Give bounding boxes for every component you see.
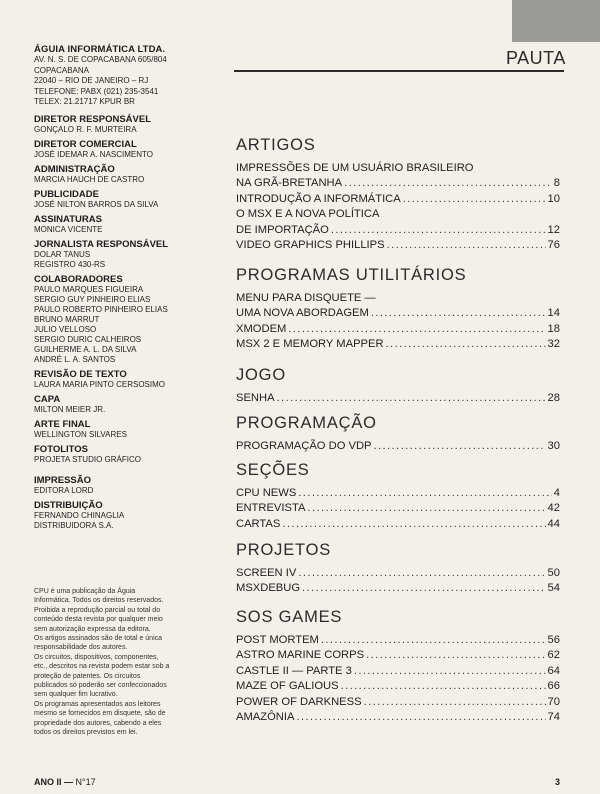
masthead [34,44,184,531]
category-heading: PROGRAMAS UTILITÁRIOS [236,266,467,284]
publisher-address: AV. N. S. DE COPACABANA 605/804 COPACABANA 22040 – RIO DE JANEIRO – RJ TELEFONE: PABX (021) 235-3541 TELEX: 21.21717 KPUR BR [34,55,167,106]
entry-page: 8 [553,177,560,190]
entry-page: 28 [547,392,560,404]
toc-entry [236,239,560,252]
staff-role: DISTRIBUIÇÃO [34,499,103,511]
staff-name: MARCIA HAUCH DE CASTRO [34,174,145,184]
staff-name: DISTRIBUIDORA S.A. [34,520,114,530]
staff-name: MILTON MEIER JR. [34,404,106,414]
toc-entry [236,307,560,320]
entry-page: 76 [547,239,560,251]
staff-section [34,139,184,160]
toc-entry [236,711,560,724]
entry-title: CPU NEWS [236,487,297,499]
entry-page: 30 [547,440,560,452]
staff-role: ARTE FINAL [34,418,91,430]
entry-page: 64 [547,664,560,677]
toc-entry [236,696,560,709]
staff-name: GONÇALO R. F. MURTEIRA [34,124,137,134]
staff-role: ASSINATURAS [34,213,102,225]
leader-dots [386,338,546,351]
staff-name: PAULO MARQUES FIGUEIRA [34,284,144,294]
leader-dots [288,323,545,336]
entry-title: UMA NOVA ABORDAGEM [236,307,369,320]
entry-title: PROGRAMAÇÃO DO VDP [236,440,372,452]
entry-page: 12 [547,223,560,236]
entry-title: CASTLE II — PARTE 3 [236,664,352,677]
toc-entry [236,224,560,237]
entry-title-line: O MSX E A NOVA POLÍTICA [236,208,380,221]
staff-role: REVISÃO DE TEXTO [34,368,127,380]
toc-entry [236,392,560,405]
staff-name: JOSÉ NILTON BARROS DA SILVA [34,199,159,209]
entry-title: MSX 2 E MEMORY MAPPER [236,338,384,351]
staff-section [34,394,184,415]
entry-page: 44 [547,517,560,530]
copyright-line: etc., descritos na revista podem estar sob a [34,663,170,671]
leader-dots [341,680,546,693]
entry-title-line: IMPRESSÕES DE UM USUÁRIO BRASILEIRO [236,162,474,174]
leader-dots [298,487,551,500]
leader-dots [374,440,546,453]
category-heading: SOS GAMES [236,608,343,626]
leader-dots [371,307,546,320]
leader-dots [296,711,545,724]
staff-name: ANDRÉ L. A. SANTOS [34,354,116,364]
toc-entry [236,680,560,693]
staff-name: REGISTRO 430-RS [34,259,106,269]
staff-section [34,239,184,270]
toc-entry [236,634,560,647]
staff-role: CAPA [34,393,61,405]
staff-role: FOTOLITOS [34,443,89,455]
leader-dots [282,518,545,531]
staff-role: DIRETOR RESPONSÁVEL [34,113,152,125]
staff-name: PAULO ROBERTO PINHEIRO ELIAS [34,304,168,314]
leader-dots [366,649,545,662]
copyright-line: Os programas apresentados aos leitores [34,700,161,708]
staff-role: DIRETOR COMERCIAL [34,138,137,150]
copyright-notice [34,587,184,738]
staff-role: ADMINISTRAÇÃO [34,163,115,175]
category-heading: PROJETOS [236,541,332,559]
entry-page: 14 [547,307,560,320]
publisher-name: ÁGUIA INFORMÁTICA LTDA. [34,44,166,55]
category-heading: PROGRAMAÇÃO [236,414,377,432]
corner-tab [512,0,600,42]
staff-name: GUILHERME A. L. DA SILVA [34,344,137,354]
leader-dots [344,177,552,190]
leader-dots [321,634,546,647]
entry-title: SCREEN IV [236,567,297,579]
staff-name: EDITORA LORD [34,485,94,495]
toc-entry [236,502,560,515]
staff-section [34,419,184,440]
toc-entry [236,567,560,580]
heading-rule [234,70,564,72]
staff-name: SERGIO GUY PINHEIRO ELIAS [34,294,151,304]
toc-entry [236,338,560,351]
copyright-line: sem autorização expressa da editora. [34,625,151,633]
staff-list [34,114,184,531]
entry-page: 66 [547,680,560,693]
leader-dots [307,502,545,515]
staff-name: FERNANDO CHINAGLIA [34,510,125,520]
staff-name: JOSÉ IDEMAR A. NASCIMENTO [34,149,153,159]
copyright-line: Os artigos assinados são de total e única [34,635,163,643]
copyright-line: CPU é uma publicação da Águia [34,588,136,595]
staff-name: MONICA VICENTE [34,224,103,234]
staff-role: COLABORADORES [34,273,123,285]
entry-title: CARTAS [236,517,281,530]
copyright-line: publicados só poderão ser confeccionados [34,682,167,690]
staff-section [34,114,184,135]
entry-title: AMAZÔNIA [236,711,295,723]
leader-dots [298,567,545,580]
staff-name: JULIO VELLOSO [34,324,97,334]
entry-page: 56 [547,634,560,646]
staff-name: BRUNO MARRUT [34,314,100,324]
entry-page: 42 [547,502,560,515]
staff-section [34,500,184,531]
copyright-line: todos os direitos previstos em lei. [34,729,138,737]
entry-page: 4 [553,487,560,499]
toc-entry [236,665,560,678]
copyright-line: Proibida a reprodução parcial ou total do [34,606,161,614]
entry-page: 62 [547,649,560,662]
toc-entry [236,487,560,500]
staff-section [34,189,184,210]
entry-title: ENTREVISTA [236,502,306,515]
toc-entry [236,582,560,595]
copyright-line: Os circuitos, dispositivos, componentes, [34,653,159,661]
staff-name: WELLINGTON SILVARES [34,429,127,439]
entry-title: MSXDEBUG [236,582,301,595]
staff-section [34,274,184,365]
leader-dots [331,224,546,237]
entry-title: XMODEM [236,322,287,335]
staff-role: IMPRESSÃO [34,474,92,486]
contents-heading: PAUTA [506,48,566,68]
entry-title-line: MENU PARA DISQUETE — [236,292,376,304]
toc-entry [236,440,560,453]
copyright-line: Informática. Todos os direitos reservados. [34,597,164,605]
entry-page: 10 [547,192,560,205]
toc-entry [236,193,560,206]
staff-name: LAURA MARIA PINTO CERSOSIMO [34,379,165,389]
leader-dots [354,665,546,678]
entry-page: 18 [547,322,560,335]
staff-name: DOLAR TANUS [34,249,91,259]
page-number: 3 [555,777,561,787]
staff-section [34,164,184,185]
staff-name: PROJETA STUDIO GRÁFICO [34,454,141,464]
entry-page: 50 [547,567,560,579]
leader-dots [403,193,546,206]
copyright-line: proteção de patentes. Os circuitos [34,672,141,680]
staff-section [34,475,184,496]
leader-dots [302,582,546,595]
toc-entry [236,649,560,662]
entry-title: SENHA [236,392,275,404]
entry-page: 54 [547,582,560,595]
issue-label: ANO II — N°17 [34,777,96,787]
leader-dots [277,392,546,405]
entry-title: POWER OF DARKNESS [236,695,362,708]
copyright-line: responsabilidade dos autores. [34,644,128,652]
copyright-line: sem qualquer fim lucrativo. [34,691,118,699]
entry-title: MAZE OF GALIOUS [236,680,339,693]
category-heading: SEÇÕES [236,461,310,479]
category-heading: JOGO [236,366,286,384]
copyright-line: propriedade dos autores, cabendo a eles [34,719,162,727]
staff-section [34,214,184,235]
entry-page: 70 [547,695,560,708]
entry-title: NA GRÃ-BRETANHA [236,177,343,190]
toc-entry [236,518,560,531]
category-heading: ARTIGOS [236,136,316,154]
leader-dots [364,696,546,709]
copyright-line: mesmo se fornecidos em disquete, são de [34,710,166,718]
staff-section [34,444,184,465]
staff-name: SERGIO DURIC CALHEIROS [34,334,142,344]
staff-role: JORNALISTA RESPONSÁVEL [34,238,169,250]
entry-title: ASTRO MARINE CORPS [236,649,365,662]
entry-page: 32 [547,338,560,351]
toc-entry [236,323,560,336]
toc-entry [236,177,560,190]
entry-page: 74 [547,711,560,723]
entry-title: DE IMPORTAÇÃO [236,223,329,236]
leader-dots [387,239,546,252]
staff-role: PUBLICIDADE [34,188,99,200]
copyright-line: conteúdo desta revista por qualquer meio [34,616,163,624]
entry-title: POST MORTEM [236,634,319,646]
staff-section [34,369,184,390]
entry-title: INTRODUÇÃO A INFORMÁTICA [236,192,401,205]
entry-title: VIDEO GRAPHICS PHILLIPS [236,239,385,251]
